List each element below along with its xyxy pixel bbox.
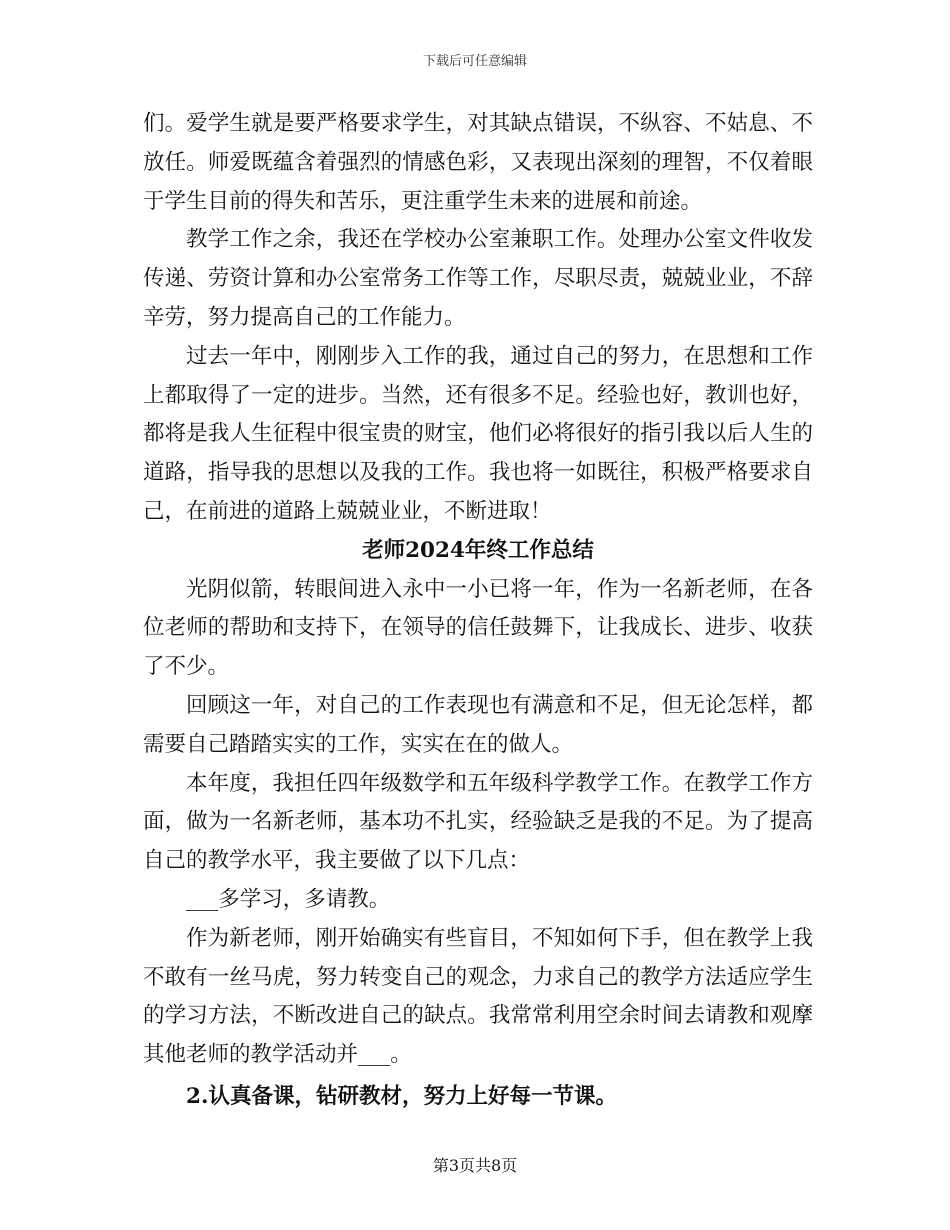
paragraph-past-year: 过去一年中，刚刚步入工作的我，通过自己的努力，在思想和工作上都取得了一定的进步。当然，还有很多不足。经验也好，教训也好，都将是我人生征程中很宝贵的财宝，他们必将很好的指引我以后人生的道路，指导我的思想以及我的工作。我也将一如既往，积极严格要求自己，在前进的道路上兢兢业业，不断进取！ (143, 343, 813, 524)
paragraph-new-teacher: 作为新老师，刚开始确实有些盲目，不知如何下手，但在教学上我不敢有一丝马虎，努力转变自己的观念，力求自己的教学方法适应学生的学习方法，不断改进自己的缺点。我常常利用空余时间去请教和观摩其他老师的教学活动并___。 (143, 925, 813, 1068)
section-title: 老师2024年终工作总结 (362, 537, 594, 563)
paragraph-office-work: 教学工作之余，我还在学校办公室兼职工作。处理办公室文件收发传递、劳资计算和办公室常务工作等工作，尽职尽责，兢兢业业，不辞辛劳，努力提高自己的工作能力。 (143, 227, 813, 330)
page-footer: 第3页共8页 (432, 1156, 518, 1175)
page-header: 下载后可任意编辑 (422, 54, 527, 69)
bold-item-2: 2.认真备课，钻研教材，努力上好每一节课。 (186, 1083, 617, 1109)
paragraph-continued: 们。爱学生就是要严格要求学生，对其缺点错误，不纵容、不姑息、不放任。师爱既蕴含着强烈的情感色彩，又表现出深刻的理智，不仅着眼于学生目前的得失和苦乐，更注重学生未来的进展和前途。 (143, 111, 813, 214)
paragraph-review: 回顾这一年，对自己的工作表现也有满意和不足，但无论怎样，都需要自己踏踏实实的工作，实实在在的做人。 (143, 692, 813, 757)
paragraph-item-1: ___多学习，多请教。 (186, 886, 391, 912)
paragraph-intro: 光阴似箭，转眼间进入永中一小已将一年，作为一名新老师，在各位老师的帮助和支持下，在领导的信任鼓舞下，让我成长、进步、收获了不少。 (143, 576, 813, 680)
document-body (143, 105, 813, 1117)
paragraph-teaching-duty: 本年度，我担任四年级数学和五年级科学教学工作。在教学工作方面，做为一名新老师，基本功不扎实，经验缺乏是我的不足。为了提高自己的教学水平，我主要做了以下几点： (143, 770, 813, 874)
